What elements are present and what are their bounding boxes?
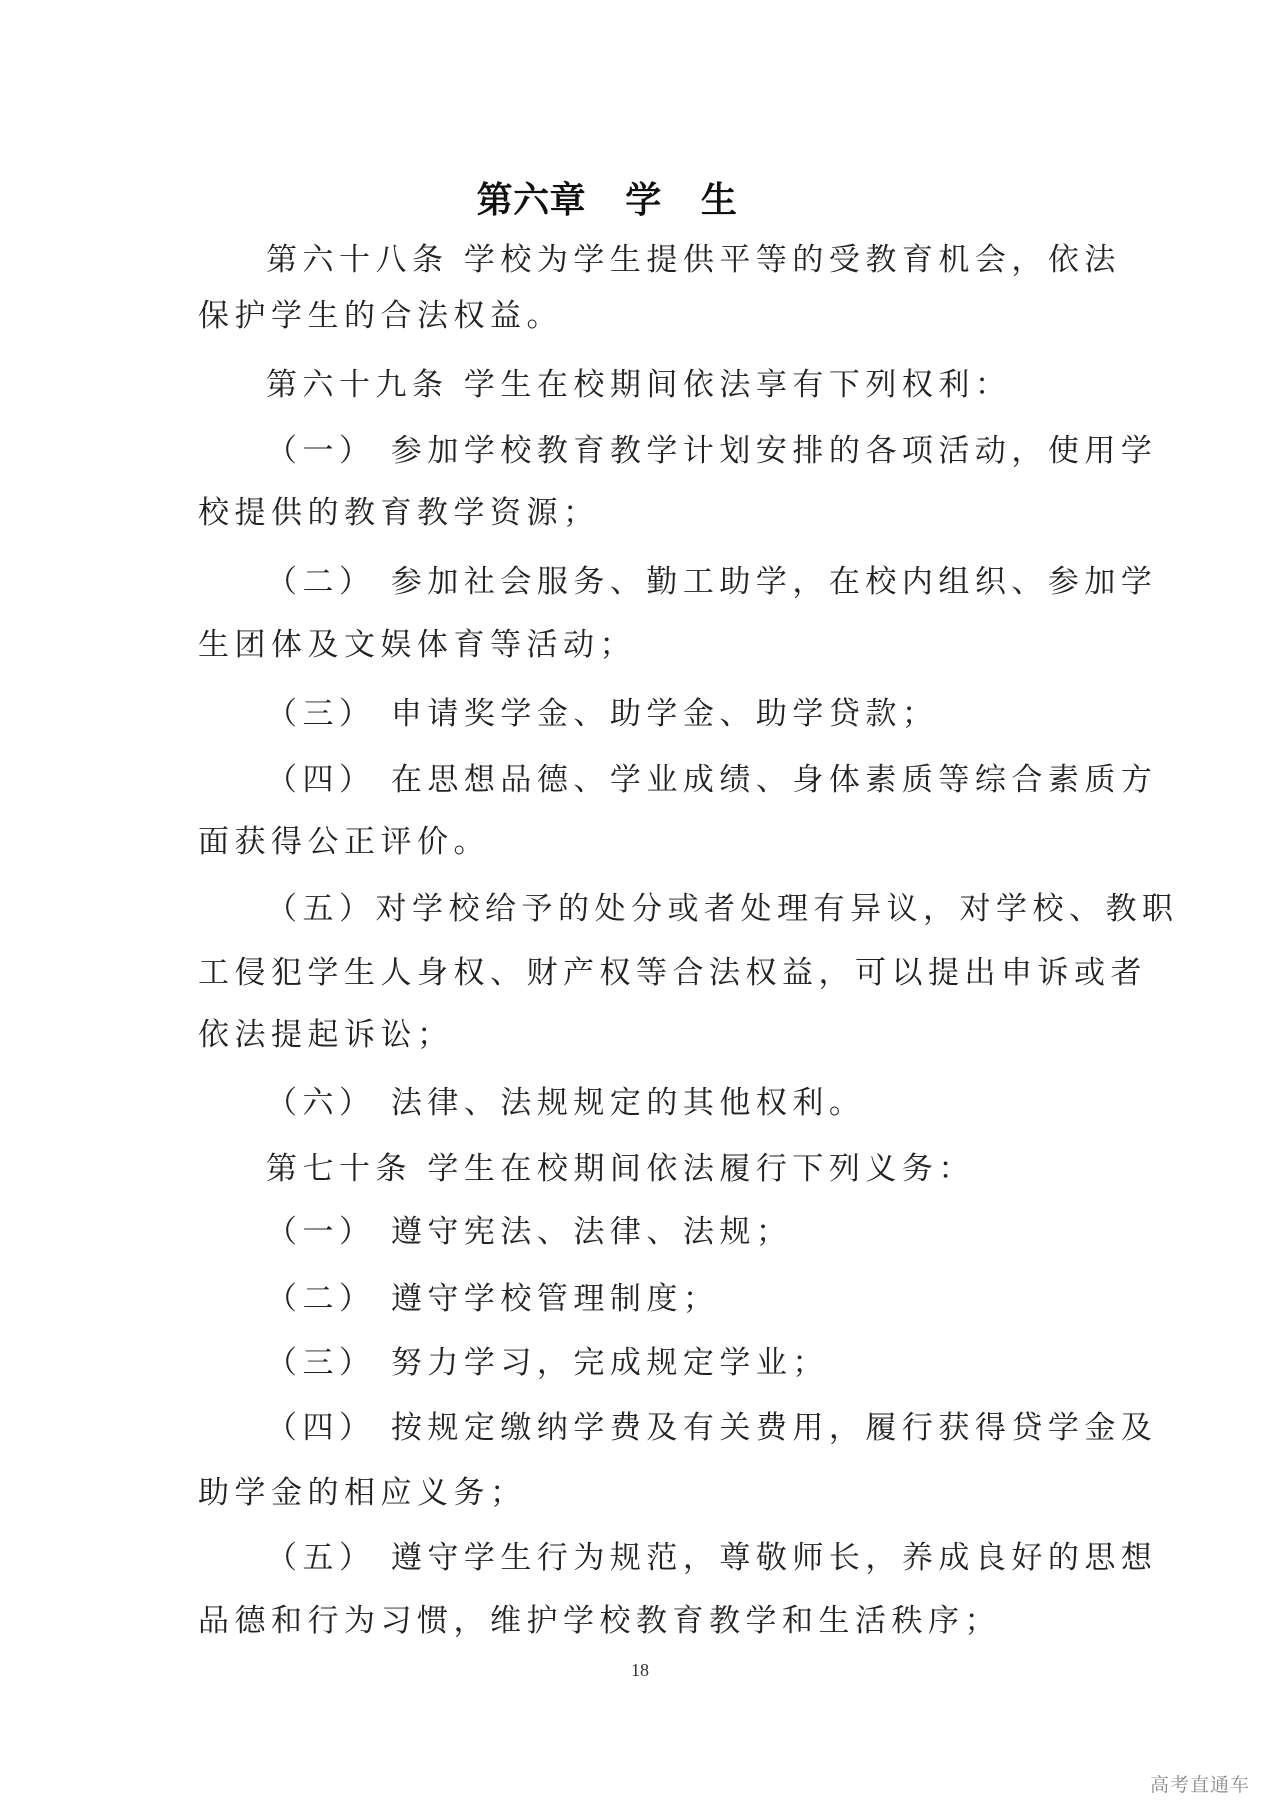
text-line: （五） 遵守学生行为规范，尊敬师长，养成良好的思想 [266, 1540, 1158, 1576]
text-line: 第七十条 学生在校期间依法履行下列义务： [266, 1151, 975, 1187]
text-line: （四） 按规定缴纳学费及有关费用，履行获得贷学金及 [266, 1410, 1158, 1446]
page-number: 18 [631, 1660, 649, 1680]
text-line: 工侵犯学生人身权、财产权等合法权益，可以提出申诉或者 [198, 955, 1147, 991]
text-line: 面获得公正评价。 [198, 824, 490, 860]
chapter-title: 第六章 学 生 [476, 180, 738, 221]
text-line: （五）对学校给予的处分或者处理有异议，对学校、教职 [266, 891, 1179, 927]
text-line: 保护学生的合法权益。 [198, 298, 563, 334]
text-line: （三） 努力学习，完成规定学业； [266, 1345, 829, 1381]
text-line: 助学金的相应义务； [198, 1475, 527, 1511]
text-line: 第六十九条 学生在校期间依法享有下列权利： [266, 367, 1012, 403]
text-line: （三） 申请奖学金、助学金、助学贷款； [266, 696, 939, 732]
text-line: 依法提起诉讼； [198, 1017, 454, 1053]
text-line: 第六十八条 学校为学生提供平等的受教育机会，依法 [266, 242, 1121, 278]
text-line: （二） 遵守学校管理制度； [266, 1281, 720, 1317]
text-line: （六） 法律、法规规定的其他权利。 [266, 1085, 866, 1121]
watermark: 高考直通车 [1149, 1774, 1250, 1796]
text-line: （四） 在思想品德、学业成绩、身体素质等综合素质方 [266, 762, 1158, 798]
text-line: 校提供的教育教学资源； [198, 495, 600, 531]
text-line: （一） 参加学校教育教学计划安排的各项活动，使用学 [266, 433, 1158, 469]
text-line: 品德和行为习惯，维护学校教育教学和生活秩序； [198, 1603, 1001, 1639]
text-line: （一） 遵守宪法、法律、法规； [266, 1214, 793, 1250]
text-line: 生团体及文娱体育等活动； [198, 627, 636, 663]
text-line: （二） 参加社会服务、勤工助学，在校内组织、参加学 [266, 564, 1158, 600]
